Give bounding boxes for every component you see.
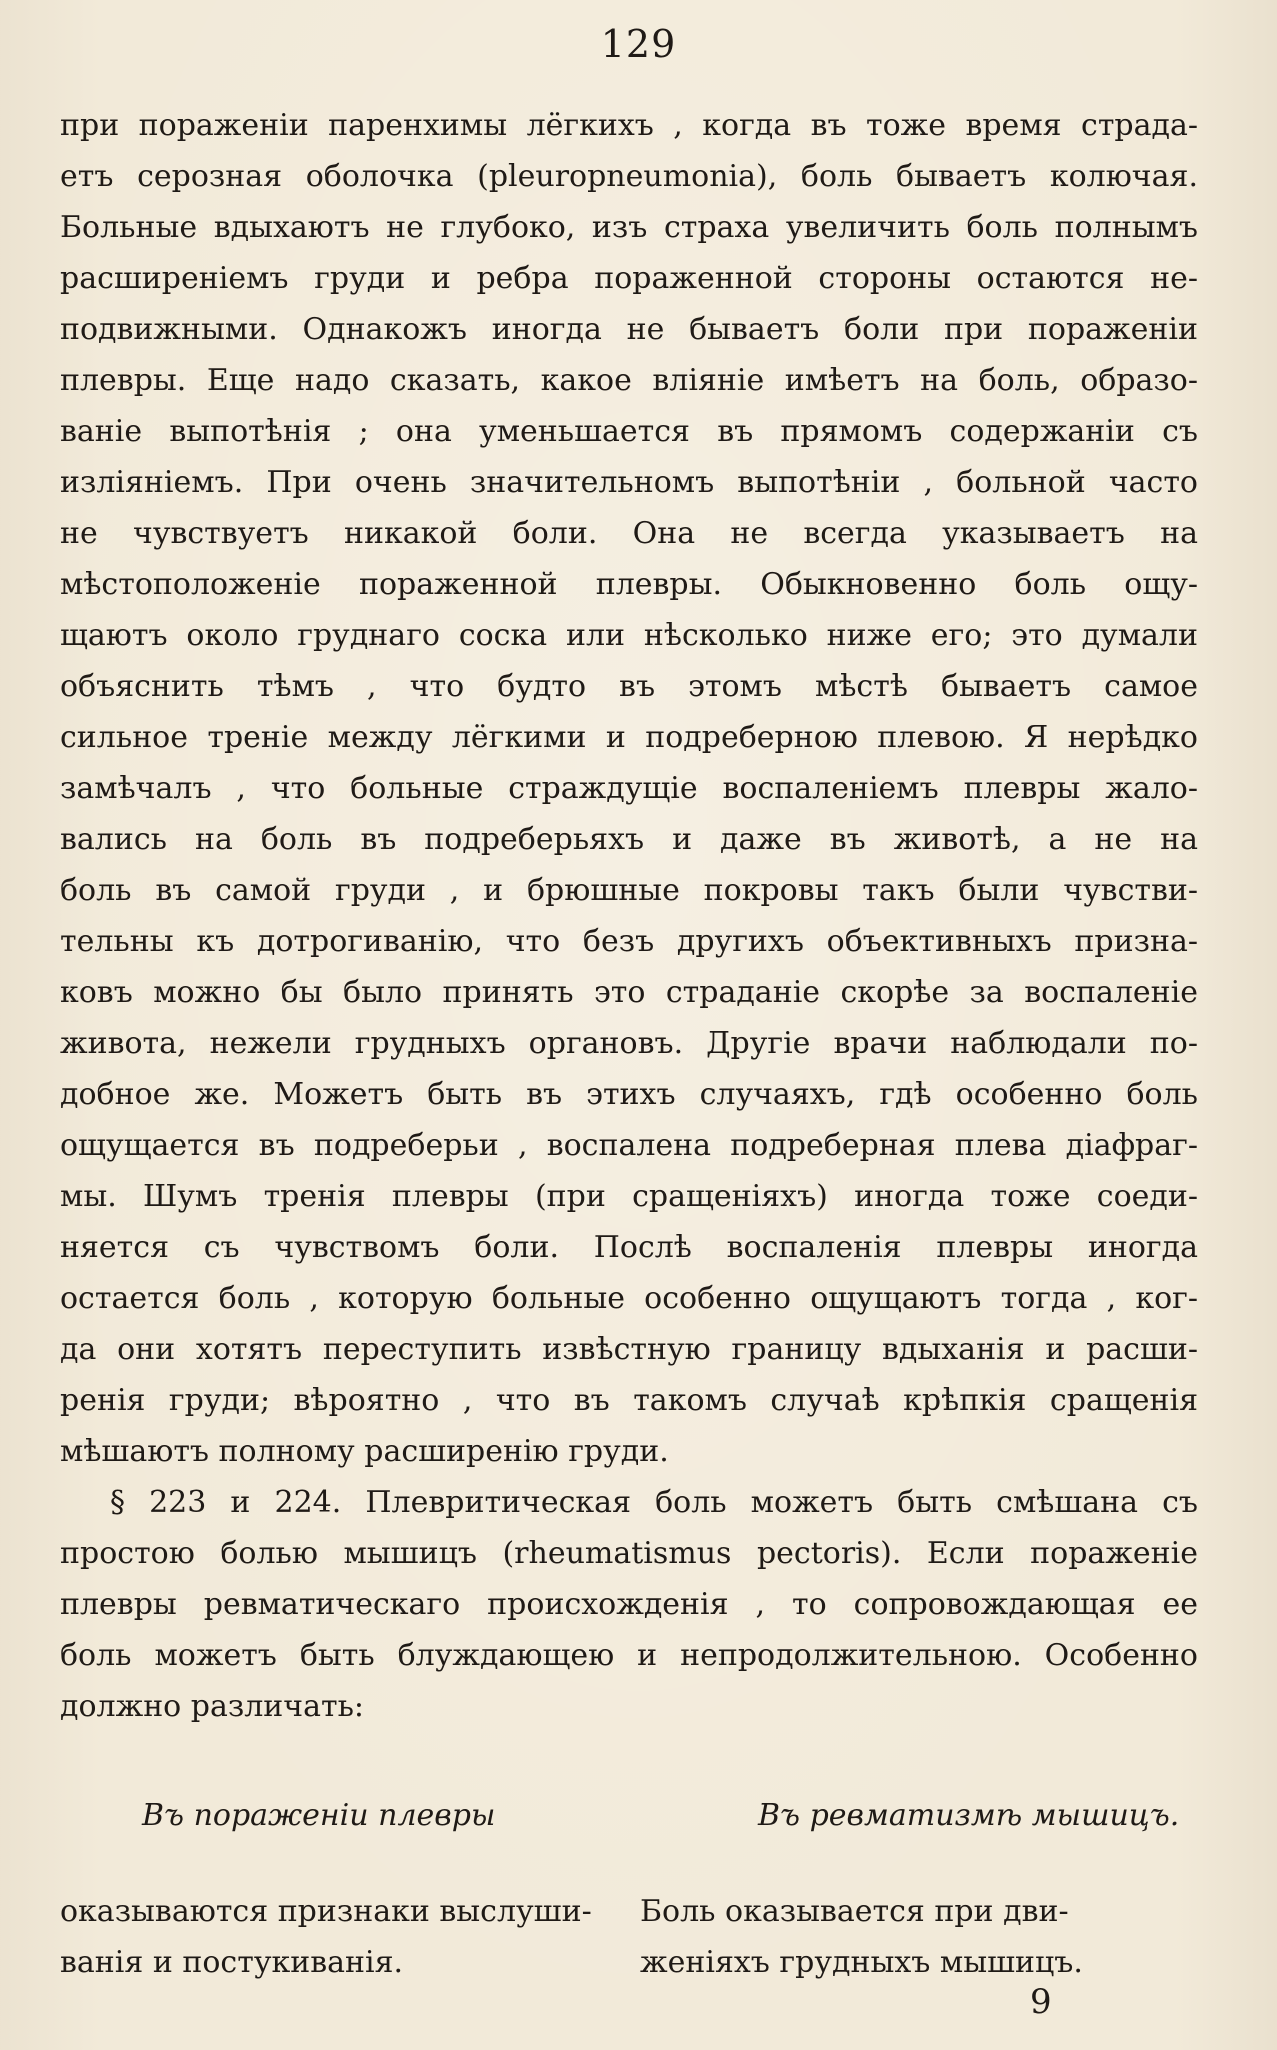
text-line: ренія груди; вѣроятно , что въ такомъ случаѣ крѣпкія сращенія xyxy=(60,1383,1198,1418)
text-line: плевры. Еще надо сказать, какое вліяніе имѣетъ на боль, образо- xyxy=(60,363,1198,398)
right-column-body xyxy=(638,1886,1198,1988)
text-line: мы. Шумъ тренія плевры (при сращеніяхъ) иногда тоже соеди- xyxy=(60,1179,1198,1214)
right-column xyxy=(638,1788,1198,1988)
text-line: объяснить тѣмъ , что будто въ этомъ мѣстѣ бываетъ самое xyxy=(60,669,1198,704)
comparison-columns xyxy=(60,1788,1198,1980)
text-line: ощущается въ подреберьи , воспалена подреберная плева діафраг- xyxy=(60,1128,1198,1163)
text-line: сильное треніе между лёгкими и подреберною плевою. Я нерѣдко xyxy=(60,720,1198,755)
text-line: плевры ревматическаго происхожденія , то сопровождающая ее xyxy=(60,1587,1198,1622)
text-line: ковъ можно бы было принять это страданіе скорѣе за воспаленіе xyxy=(60,975,1198,1010)
text-line: простою болью мышицъ (rheumatismus pectoris). Если пораженіе xyxy=(60,1536,1198,1571)
left-column xyxy=(60,1788,620,1988)
paragraph-end-line: должно различать: xyxy=(60,1689,365,1724)
text-line: не чувствуетъ никакой боли. Она не всегда указываетъ на xyxy=(60,516,1198,551)
left-column-line: оказываются признаки выслуши- xyxy=(60,1894,592,1929)
left-column-heading: Въ пораженіи плевры xyxy=(142,1798,496,1833)
text-line: остается боль , которую больные особенно ощущаютъ тогда , ког- xyxy=(60,1281,1198,1316)
page-number: 129 xyxy=(600,22,677,66)
paragraph-end-line: мѣшаютъ полному расширенію груди. xyxy=(60,1434,669,1469)
text-line: мѣстоположеніе пораженной плевры. Обыкновенно боль ощу- xyxy=(60,567,1198,602)
body-text xyxy=(60,100,1198,1732)
section-start-line: § 223 и 224. Плевритическая боль можетъ быть смѣшана съ xyxy=(110,1485,1198,1520)
text-line: Больные вдыхаютъ не глубоко, изъ страха увеличить боль полнымъ xyxy=(60,210,1198,245)
right-column-heading: Въ ревматизмѣ мышицъ. xyxy=(758,1798,1180,1833)
text-line: щаютъ около груднаго соска или нѣсколько ниже его; это думали xyxy=(60,618,1198,653)
left-column-body xyxy=(60,1886,620,1988)
text-line: ваніе выпотѣнія ; она уменьшается въ прямомъ содержаніи съ xyxy=(60,414,1198,449)
text-line: при пораженіи паренхимы лёгкихъ , когда въ тоже время страда- xyxy=(60,108,1198,143)
left-column-line: ванія и постукиванія. xyxy=(60,1945,404,1980)
text-line: замѣчалъ , что больные страждущіе воспаленіемъ плевры жало- xyxy=(60,771,1198,806)
text-line: боль въ самой груди , и брюшные покровы такъ были чувстви- xyxy=(60,873,1198,908)
text-line: боль можетъ быть блуждающею и непродолжительною. Особенно xyxy=(60,1638,1198,1673)
text-line: подвижными. Однакожъ иногда не бываетъ боли при пораженіи xyxy=(60,312,1198,347)
text-line: живота, нежели грудныхъ органовъ. Другіе врачи наблюдали по- xyxy=(60,1026,1198,1061)
right-column-line: женіяхъ грудныхъ мышицъ. xyxy=(640,1945,1083,1980)
text-line: добное же. Можетъ быть въ этихъ случаяхъ, гдѣ особенно боль xyxy=(60,1077,1198,1112)
text-line: изліяніемъ. При очень значительномъ выпотѣніи , больной часто xyxy=(60,465,1198,500)
text-line: няется съ чувствомъ боли. Послѣ воспаленія плевры иногда xyxy=(60,1230,1198,1265)
text-line: расширеніемъ груди и ребра пораженной стороны остаются не- xyxy=(60,261,1198,296)
text-line: тельны къ дотрогиванію, что безъ другихъ объективныхъ призна- xyxy=(60,924,1198,959)
right-column-line: Боль оказывается при дви- xyxy=(640,1894,1069,1929)
text-line: вались на боль въ подреберьяхъ и даже въ животѣ, а не на xyxy=(60,822,1198,857)
text-line: етъ серозная оболочка (pleuropneumonia), боль бываетъ колючая. xyxy=(60,159,1198,194)
text-line: да они хотятъ переступить извѣстную границу вдыханія и расши- xyxy=(60,1332,1198,1367)
signature-mark: 9 xyxy=(1030,1982,1052,2022)
